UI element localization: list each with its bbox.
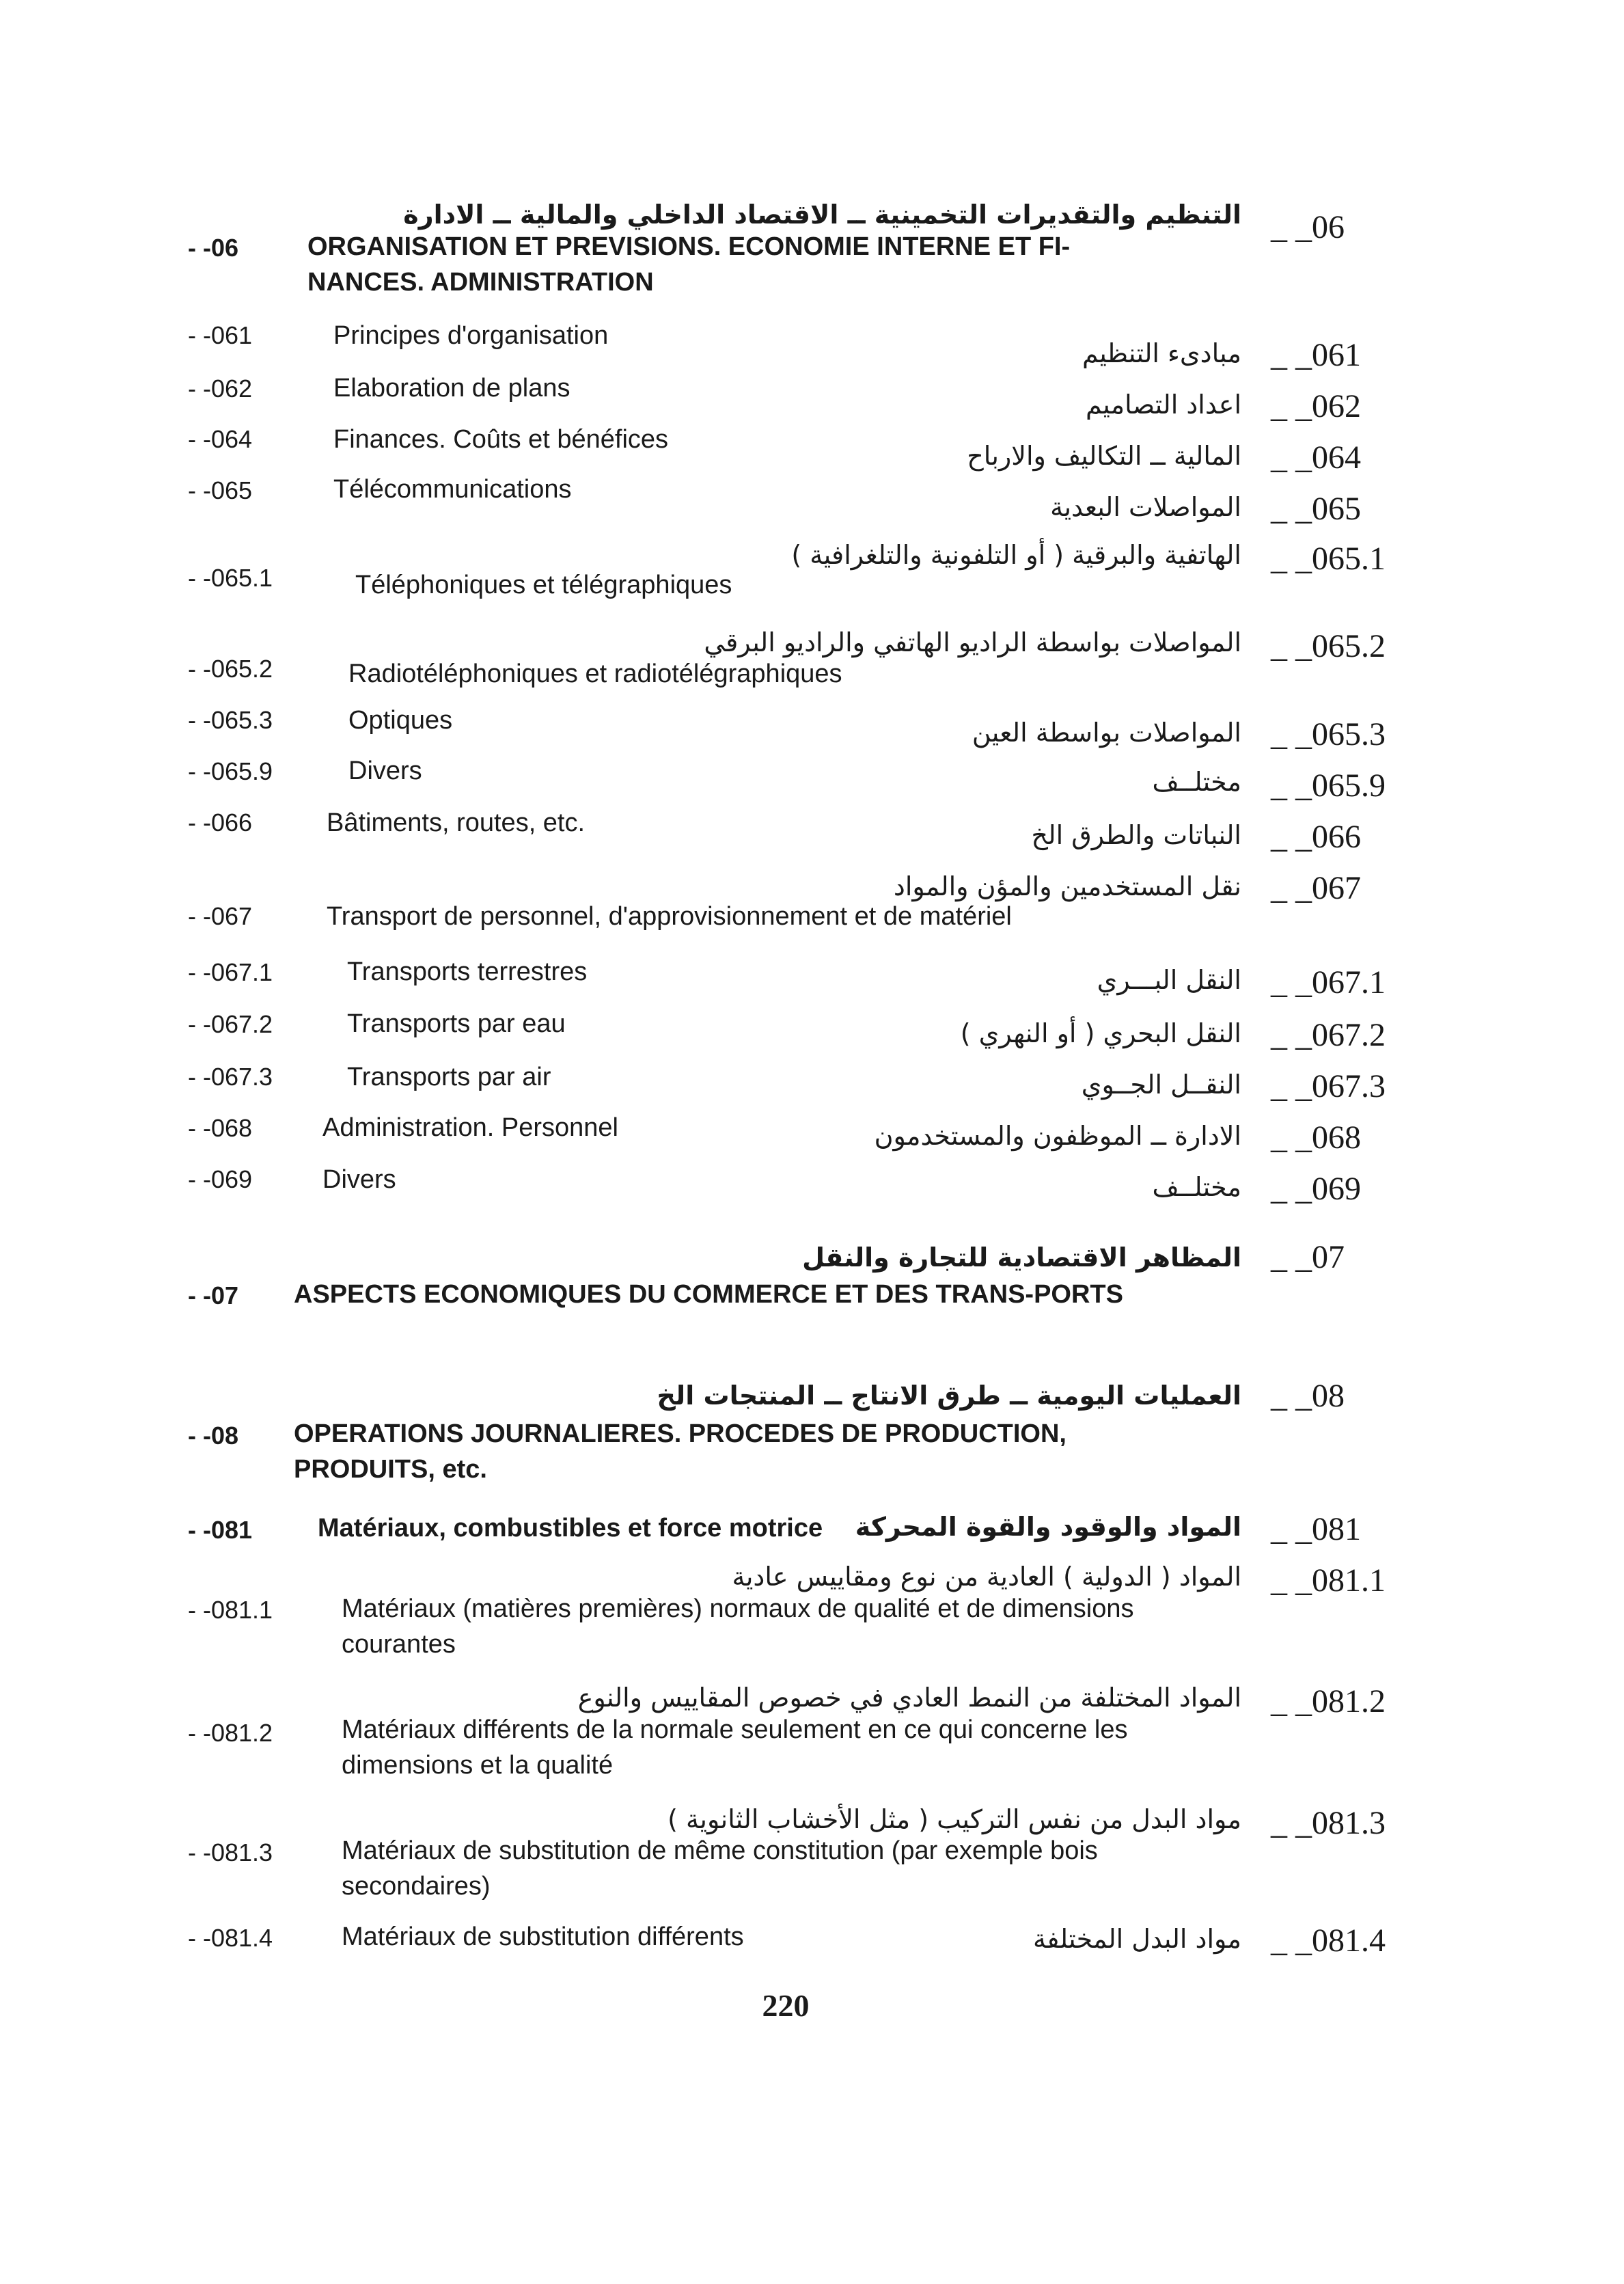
arabic-label: مواد البدل المختلفة xyxy=(1032,1924,1241,1954)
arabic-label: المالية ــ التكاليف والارباح xyxy=(967,441,1241,471)
arabic-code: _ _065.2 xyxy=(1271,628,1386,664)
french-code: - -065.3 xyxy=(188,706,273,734)
french-code: - -065.2 xyxy=(188,655,273,683)
arabic-label: مختلــف xyxy=(1152,1172,1241,1202)
arabic-label: نقل المستخدمين والمؤن والمواد xyxy=(893,871,1241,901)
french-label: Optiques xyxy=(348,706,453,735)
french-code: - -06 xyxy=(188,234,239,262)
french-code: - -068 xyxy=(188,1114,253,1142)
french-code: - -081.2 xyxy=(188,1719,273,1747)
french-label: Transport de personnel, d'approvisionnement et de matériel xyxy=(327,902,1012,931)
arabic-code: _ _067.1 xyxy=(1271,964,1386,1001)
french-code: - -064 xyxy=(188,425,253,453)
arabic-code: _ _065.1 xyxy=(1271,541,1386,577)
french-label: OPERATIONS JOURNALIERES. PROCEDES DE PRODUCTION, PRODUITS, etc. xyxy=(294,1419,1066,1484)
french-label: Divers xyxy=(348,757,422,785)
french-code: - -081.3 xyxy=(188,1838,273,1866)
french-code: - -067.3 xyxy=(188,1063,273,1091)
arabic-label: المواصلات بواسطة العين xyxy=(972,718,1241,748)
french-code: - -08 xyxy=(188,1422,239,1450)
arabic-code: _ _081.2 xyxy=(1271,1683,1386,1719)
french-label: ASPECTS ECONOMIQUES DU COMMERCE ET DES TRANS-PORTS xyxy=(294,1280,1123,1309)
arabic-label: مبادىء التنظيم xyxy=(1082,338,1241,368)
arabic-code: _ _068 xyxy=(1271,1119,1361,1156)
french-label: Transports terrestres xyxy=(347,957,588,986)
french-code: - -081 xyxy=(188,1516,253,1544)
arabic-label: المواصلات البعدية xyxy=(1050,492,1241,522)
arabic-code: _ _08 xyxy=(1271,1378,1345,1414)
french-code: - -061 xyxy=(188,321,253,349)
french-label: ORGANISATION ET PREVISIONS. ECONOMIE INTERNE ET FI-NANCES. ADMINISTRATION xyxy=(307,232,1071,297)
french-code: - -067.2 xyxy=(188,1010,273,1038)
french-label: Principes d'organisation xyxy=(333,321,609,350)
arabic-code: _ _064 xyxy=(1271,439,1361,476)
french-label: Matériaux (matières premières) normaux de qualité et de dimensions courantes xyxy=(342,1594,1134,1659)
arabic-label: النقــل الجــوي xyxy=(1081,1070,1241,1100)
arabic-label: مختلــف xyxy=(1152,767,1241,797)
french-code: - -066 xyxy=(188,808,253,837)
french-label: Télécommunications xyxy=(333,475,572,504)
arabic-code: _ _065.3 xyxy=(1271,716,1386,752)
arabic-code: _ _081.3 xyxy=(1271,1805,1386,1841)
arabic-code: _ _081 xyxy=(1271,1511,1361,1547)
arabic-code: _ _067.2 xyxy=(1271,1017,1386,1053)
french-code: - -067 xyxy=(188,902,253,930)
arabic-code: _ _067 xyxy=(1271,870,1361,906)
arabic-label: الادارة ــ الموظفون والمستخدمون xyxy=(874,1121,1241,1151)
french-label: Matériaux de substitution différents xyxy=(342,1922,744,1951)
arabic-code: _ _081.4 xyxy=(1271,1922,1386,1959)
page-number: 220 xyxy=(762,1988,810,2023)
arabic-label: النباتات والطرق الخ xyxy=(1031,820,1241,850)
arabic-label: المواد ( الدولية ) العادية من نوع ومقاييس عادية xyxy=(732,1562,1241,1592)
french-code: - -062 xyxy=(188,375,253,403)
french-code: - -081.4 xyxy=(188,1924,273,1952)
french-label: Finances. Coûts et bénéfices xyxy=(333,425,669,454)
french-label: Administration. Personnel xyxy=(322,1113,618,1142)
french-label: Téléphoniques et télégraphiques xyxy=(355,571,732,599)
arabic-code: _ _06 xyxy=(1271,209,1345,245)
arabic-label: مواد البدل من نفس التركيب ( مثل الأخشاب الثانوية ) xyxy=(668,1804,1241,1834)
arabic-label: المواد والوقود والقوة المحركة xyxy=(855,1512,1241,1542)
arabic-code: _ _069 xyxy=(1271,1171,1361,1207)
french-label: Radiotéléphoniques et radiotélégraphiques xyxy=(348,660,842,688)
arabic-code: _ _061 xyxy=(1271,337,1361,373)
french-label: Matériaux, combustibles et force motrice xyxy=(318,1514,823,1542)
arabic-code: _ _066 xyxy=(1271,819,1361,855)
french-label: Matériaux différents de la normale seulement en ce qui concerne les dimensions et la qualité xyxy=(342,1715,1128,1780)
arabic-code: _ _067.3 xyxy=(1271,1068,1386,1104)
french-code: - -081.1 xyxy=(188,1596,273,1624)
french-label: Transports par air xyxy=(347,1063,551,1091)
arabic-label: العمليات اليومية ــ طرق الانتاج ــ المنتجات الخ xyxy=(657,1381,1241,1411)
arabic-label: اعداد التصاميم xyxy=(1086,390,1241,420)
french-label: Divers xyxy=(322,1165,396,1194)
arabic-code: _ _062 xyxy=(1271,388,1361,424)
arabic-code: _ _081.1 xyxy=(1271,1562,1386,1599)
arabic-label: المواد المختلفة من النمط العادي في خصوص المقاييس والنوع xyxy=(577,1683,1241,1713)
arabic-label: التنظيم والتقديرات التخمينية ــ الاقتصاد الداخلي والمالية ــ الادارة xyxy=(403,200,1241,230)
arabic-code: _ _065 xyxy=(1271,491,1361,527)
arabic-label: المواصلات بواسطة الراديو الهاتفي والراديو البرقي xyxy=(704,627,1241,657)
french-code: - -065.9 xyxy=(188,757,273,785)
french-code: - -067.1 xyxy=(188,958,273,986)
arabic-code: _ _07 xyxy=(1271,1239,1345,1275)
french-label: Matériaux de substitution de même constitution (par exemple bois secondaires) xyxy=(342,1836,1098,1901)
arabic-label: المظاهر الاقتصادية للتجارة والنقل xyxy=(802,1242,1241,1273)
arabic-label: النقل البـــري xyxy=(1097,965,1241,995)
french-code: - -069 xyxy=(188,1165,253,1193)
french-label: Bâtiments, routes, etc. xyxy=(327,808,586,837)
french-code: - -065.1 xyxy=(188,564,273,592)
arabic-label: الهاتفية والبرقية ( أو التلفونية والتلغرافية ) xyxy=(791,540,1241,570)
french-label: Elaboration de plans xyxy=(333,374,570,403)
french-code: - -07 xyxy=(188,1281,239,1309)
arabic-code: _ _065.9 xyxy=(1271,767,1386,804)
french-label: Transports par eau xyxy=(347,1009,566,1038)
arabic-label: النقل البحري ( أو النهري ) xyxy=(960,1018,1241,1048)
french-code: - -065 xyxy=(188,476,253,504)
